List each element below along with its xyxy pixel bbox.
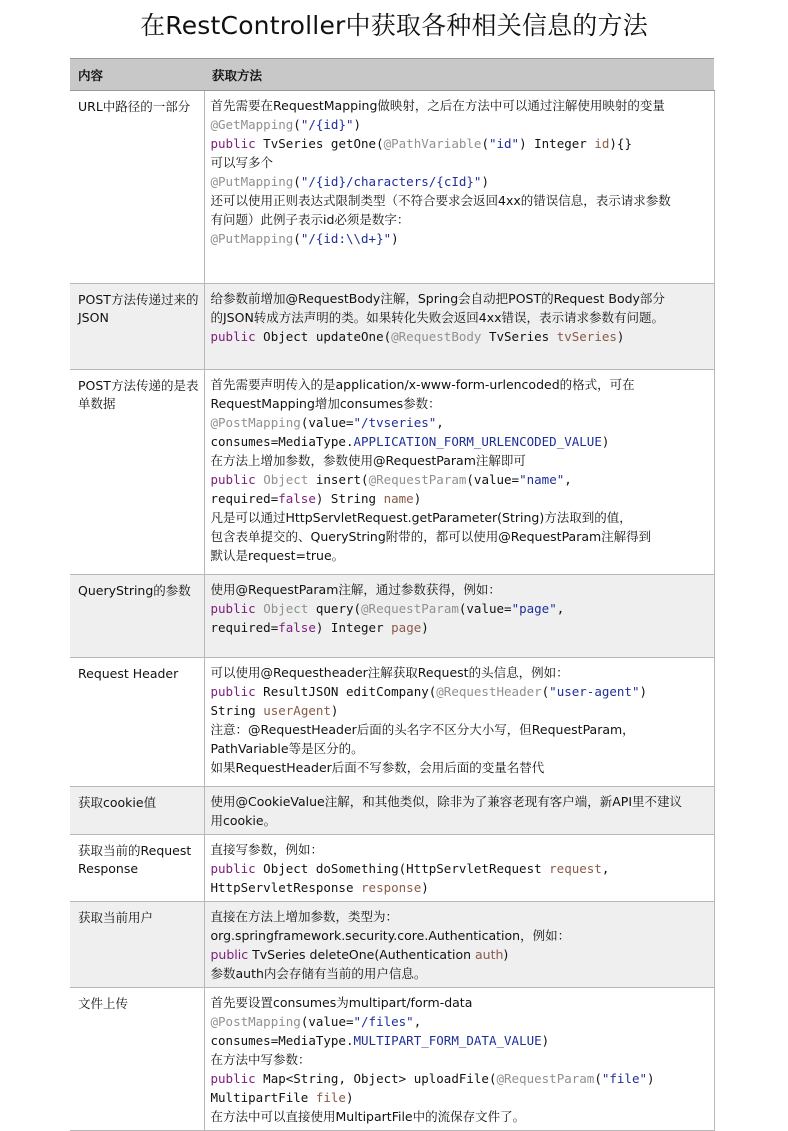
text-segment: 首先要设置consumes为multipart/form-data [210,995,473,1010]
text-segment: ) [503,947,509,962]
text-segment: "id" [488,136,520,151]
page-title: 在RestController中获取各种相关信息的方法 [140,11,648,40]
text-segment: "/{id:\\d+}" [300,231,392,246]
text-segment: 还可以使用正则表达式限制类型（不符合要求会返回4xx的错误信息，表示请求参数 [210,193,671,208]
method-line [211,134,710,153]
text-segment: MultipartFile [210,1090,316,1105]
method-line [211,327,710,346]
text-segment: MULTIPART_FORM_DATA_VALUE [353,1033,542,1048]
text-segment: Map<String, Object> uploadFile( [255,1071,497,1086]
row-key: POST方法传递的是表单数据 [70,370,204,575]
text-segment: public [210,1071,256,1086]
text-segment: ) [421,880,429,895]
text-segment: "file" [601,1071,648,1086]
methods-table [70,58,715,1131]
text-segment: 如果RequestHeader后面不写参数，会用后面的变量名替代 [210,760,545,775]
text-segment: ( [293,231,301,246]
text-segment: @PostMapping [210,1014,301,1029]
text-segment: 使用@RequestParam注解，通过参数获得，例如： [210,582,501,597]
text-segment: @RequestBody [391,329,482,344]
text-segment: ( [481,136,489,151]
method-line [211,964,710,983]
method-line [211,859,710,878]
method-line [211,191,710,210]
method-line [211,413,710,432]
method-line [211,878,710,897]
row-value [204,284,714,370]
method-line [211,289,710,308]
text-segment: id [594,136,610,151]
text-segment: ) [616,329,625,344]
method-line [211,470,710,489]
method-line [211,115,710,134]
text-segment: "/files" [353,1014,414,1029]
text-segment: public [210,329,256,344]
header-method: 获取方法 [204,59,714,91]
method-line [211,546,710,565]
method-line [211,1107,710,1126]
text-segment: ) [345,1090,354,1105]
text-segment: ){} [609,136,632,151]
text-segment: @PutMapping [210,231,294,246]
text-segment: ) [330,703,339,718]
method-line [211,153,710,172]
text-segment: (value= [300,415,354,430]
text-segment: "/tvseries" [353,415,437,430]
text-segment: tvSeries [556,329,617,344]
row-key: 获取cookie值 [70,787,204,835]
text-segment: 直接在方法上增加参数，类型为： [210,909,399,924]
text-segment: ) [353,117,362,132]
method-line [211,508,710,527]
text-segment: @RequestParam [368,472,467,487]
text-segment: public [210,684,256,699]
method-line [211,527,710,546]
row-key: 获取当前的Request Response [70,835,204,902]
text-segment: false [278,620,316,635]
method-line [211,432,710,451]
text-segment: public [210,472,256,487]
text-segment: (value= [466,472,520,487]
text-segment: "user-agent" [549,684,640,699]
text-segment: 注意：@RequestHeader后面的头名字不区分大小写，但RequestParam， [210,722,635,737]
text-segment: 有问题）此例子表示id必须是数字： [210,212,410,227]
row-value [204,835,714,902]
text-segment: response [361,880,422,895]
text-segment: userAgent [263,703,331,718]
text-segment: HttpServletResponse [210,880,362,895]
text-segment: 在方法上增加参数，参数使用@RequestParam注解即可 [210,453,526,468]
text-segment: file [315,1090,346,1105]
text-segment: RequestMapping增加consumes参数： [210,396,441,411]
text-segment: public [210,136,256,151]
table-row [70,988,714,1131]
table-row [70,575,714,658]
method-line [211,840,710,859]
row-key: URL中路径的一部分 [70,91,204,284]
text-segment: ) [413,491,422,506]
text-segment: 默认是request=true。 [210,548,345,563]
row-key: QueryString的参数 [70,575,204,658]
method-line [211,926,710,945]
row-value [204,988,714,1131]
text-segment: public [210,601,256,616]
text-segment: ) [541,1033,550,1048]
row-key: 获取当前用户 [70,902,204,988]
method-line [211,210,710,229]
method-line [211,720,710,739]
text-segment: ) [639,684,648,699]
text-segment: insert( [308,472,369,487]
text-segment: 可以使用@Requestheader注解获取Request的头信息，例如： [210,665,569,680]
method-line [211,308,710,327]
text-segment: 凡是可以通过HttpServletRequest.getParameter(String)方法取到的值， [210,510,632,525]
method-line [211,451,710,470]
text-segment: , [601,861,610,876]
method-line [211,739,710,758]
table-row [70,370,714,575]
text-segment: ) Integer [519,136,595,151]
text-segment: consumes=MediaType. [210,1033,354,1048]
row-key: 文件上传 [70,988,204,1131]
table-header-row [70,59,714,91]
text-segment: ( [293,174,301,189]
method-line [211,96,710,115]
row-value [204,575,714,658]
text-segment: @RequestParam [361,601,459,616]
text-segment: request [549,861,602,876]
text-segment: "/{id}" [300,117,354,132]
method-line [211,1050,710,1069]
text-segment: 参数auth内会存储有当前的用户信息。 [210,966,427,981]
method-line [211,682,710,701]
text-segment: 包含表单提交的、QueryString附带的，都可以使用@RequestParam注解得到 [210,529,652,544]
method-line [211,618,710,637]
method-line [211,792,710,811]
text-segment: public [210,947,249,962]
text-segment: @RequestHeader [436,684,542,699]
method-line [211,758,710,777]
text-segment: ) Integer [315,620,392,635]
method-line [211,375,710,394]
text-segment: required= [210,620,279,635]
text-segment: APPLICATION_FORM_URLENCODED_VALUE [353,434,602,449]
method-line [211,172,710,191]
table-row [70,91,714,284]
text-segment: 在方法中可以直接使用MultipartFile中的流保存文件了。 [210,1109,526,1124]
text-segment: Object [263,601,309,616]
text-segment: name [383,491,414,506]
text-segment: @PathVariable [383,136,482,151]
text-segment: TvSeries deleteOne(Authentication [248,947,475,962]
text-segment: 可以写多个 [210,155,274,170]
text-segment: ) [481,174,489,189]
text-segment: @PutMapping [210,174,294,189]
text-segment: 的JSON转成方法声明的类。如果转化失败会返回4xx错误，表示请求参数有问题。 [210,310,665,325]
text-segment: 给参数前增加@RequestBody注解，Spring会自动把POST的Request Body部分 [210,291,665,306]
method-line [211,701,710,720]
text-segment: (value= [458,601,512,616]
method-line [211,663,710,682]
text-segment: String [210,703,264,718]
row-value [204,902,714,988]
text-segment: (value= [300,1014,354,1029]
text-segment: , [564,472,572,487]
text-segment: ( [293,117,301,132]
text-segment: consumes=MediaType. [210,434,354,449]
text-segment: TvSeries getOne( [255,136,384,151]
text-segment: @PostMapping [210,415,301,430]
text-segment: query( [308,601,362,616]
text-segment: public [210,861,256,876]
method-line [211,580,710,599]
text-segment: "name" [519,472,565,487]
method-line [211,489,710,508]
text-segment: @RequestParam [496,1071,595,1086]
method-line [211,907,710,926]
method-line [211,1031,710,1050]
row-value [204,658,714,787]
text-segment: 在方法中写参数： [210,1052,311,1067]
method-line [211,811,710,830]
text-segment: @GetMapping [210,117,294,132]
row-key: POST方法传递过来的JSON [70,284,204,370]
text-segment: Object [263,472,309,487]
text-segment: "page" [511,601,557,616]
text-segment: , [556,601,565,616]
text-segment: org.springframework.security.core.Authentication，例如： [210,928,571,943]
method-line [211,993,710,1012]
table-row [70,658,714,787]
text-segment: 用cookie。 [210,813,277,828]
text-segment: required= [210,491,279,506]
row-value [204,91,714,284]
text-segment: page [391,620,422,635]
text-segment: 首先需要声明传入的是application/x-www-form-urlencoded的格式，可在 [210,377,635,392]
table-row [70,835,714,902]
text-segment: Object doSomething(HttpServletRequest [255,861,550,876]
table-row [70,902,714,988]
row-value [204,787,714,835]
text-segment: ResultJSON editCompany( [255,684,437,699]
method-line [211,1088,710,1107]
text-segment: ) [391,231,399,246]
header-content: 内容 [70,59,204,91]
text-segment: 首先需要在RequestMapping做映射，之后在方法中可以通过注解使用映射的变量 [210,98,665,113]
text-segment: auth [475,947,504,962]
text-segment: ) [421,620,429,635]
row-key: Request Header [70,658,204,787]
text-segment: ) [601,434,610,449]
method-line [211,394,710,413]
text-segment: "/{id}/characters/{cId}" [300,174,482,189]
method-line [211,1069,710,1088]
table-row [70,787,714,835]
text-segment: 直接写参数，例如： [210,842,324,857]
text-segment: 使用@CookieValue注解，和其他类似，除非为了兼容老现有客户端，新API里不建议 [210,794,683,809]
text-segment: , [436,415,444,430]
method-line [211,945,710,964]
method-line [211,599,710,618]
text-segment: ( [594,1071,602,1086]
text-segment: ) String [315,491,384,506]
text-segment: TvSeries [481,329,557,344]
text-segment: PathVariable等是区分的。 [210,741,364,756]
table-row [70,284,714,370]
text-segment: , [413,1014,422,1029]
text-segment: false [278,491,316,506]
text-segment: Object updateOne( [255,329,392,344]
text-segment: ) [647,1071,655,1086]
method-line [211,1012,710,1031]
text-segment: ( [541,684,550,699]
method-line [211,229,710,248]
row-value [204,370,714,575]
